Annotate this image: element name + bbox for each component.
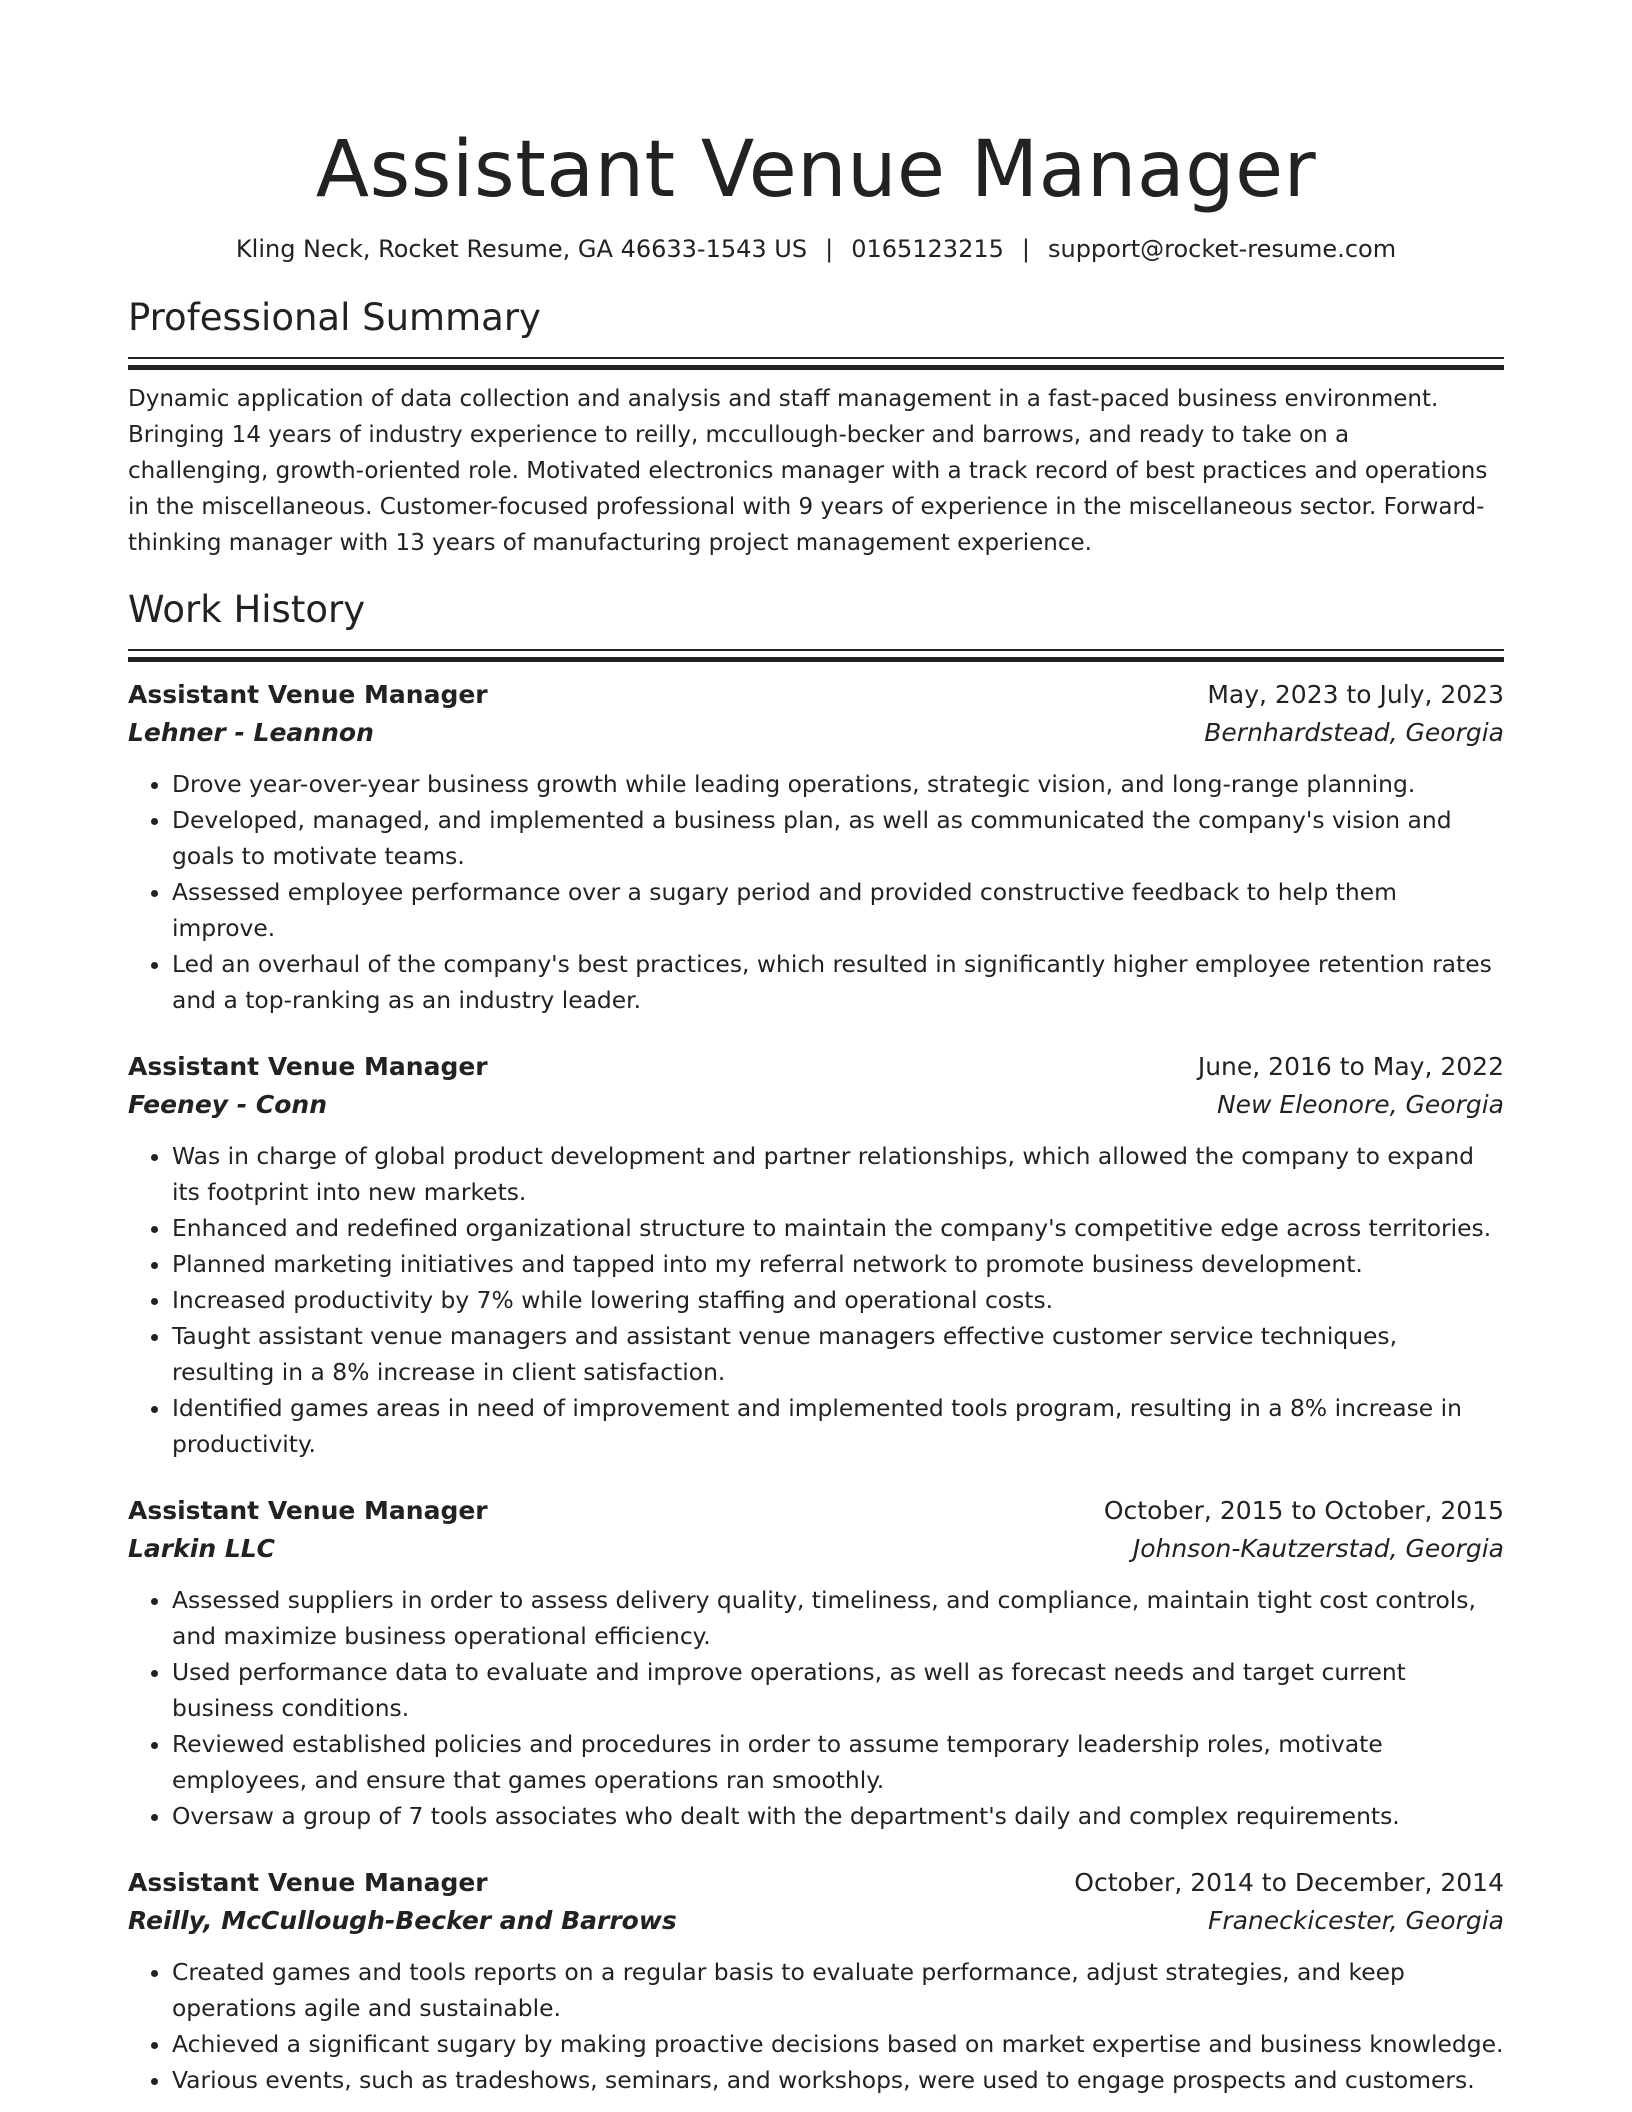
job-company: Reilly, McCullough-Becker and Barrows	[128, 1906, 677, 1935]
job-bullets	[128, 1582, 1504, 1834]
job-entry	[128, 1492, 1504, 1834]
contact-email[interactable]: support@rocket-resume.com	[1047, 235, 1397, 263]
job-title: Assistant Venue Manager	[128, 1868, 488, 1897]
job-bullet: • Assessed suppliers in order to assess delivery quality, timeliness, and compliance, maintain tight cost controls, and maximize business operational efficiency.	[172, 1582, 1504, 1654]
section-title-work-history: Work History	[128, 588, 366, 631]
resume-name-heading: Assistant Venue Manager	[315, 125, 1317, 215]
job-bullets	[128, 1954, 1504, 2098]
job-bullet: • Identified games areas in need of improvement and implemented tools program, resulting in a 8% increase in productivity.	[172, 1390, 1504, 1462]
job-entry	[128, 1048, 1504, 1462]
job-bullet: • Enhanced and redefined organizational structure to maintain the company's competitive edge across territories.	[172, 1210, 1504, 1246]
contact-separator: |	[1021, 235, 1030, 263]
summary-text: Dynamic application of data collection and analysis and staff management in a fast-paced business environment. Bringing 14 years of industry experience to reilly, mccullough-becker and barrows, and ready to take on a challenging, growth-oriented role. Motivated electronics manager with a track record of best practices and operations in the miscellaneous. Customer-focused professional with 9 years of experience in the miscellaneous sector. Forward-thinking manager with 13 years of manufacturing project management experience.	[128, 386, 1488, 556]
job-dates: May, 2023 to July, 2023	[1207, 680, 1504, 709]
job-dates: October, 2015 to October, 2015	[1103, 1496, 1504, 1525]
job-bullet: • Planned marketing initiatives and tapped into my referral network to promote business development.	[172, 1246, 1504, 1282]
professional-summary-section	[128, 293, 1504, 561]
job-bullet: • Led an overhaul of the company's best practices, which resulted in significantly higher employee retention rates and a top-ranking as an industry leader.	[172, 946, 1504, 1018]
job-entry	[128, 676, 1504, 1018]
job-company: Larkin LLC	[128, 1534, 276, 1563]
job-bullet: • Drove year-over-year business growth while leading operations, strategic vision, and long-range planning.	[172, 766, 1504, 802]
job-dates: October, 2014 to December, 2014	[1074, 1868, 1504, 1897]
job-entry	[128, 1864, 1504, 2098]
section-divider	[128, 357, 1504, 370]
job-bullet: • Various events, such as tradeshows, seminars, and workshops, were used to engage prospects and customers.	[172, 2062, 1504, 2098]
contact-separator: |	[825, 235, 834, 263]
contact-phone: 0165123215	[851, 235, 1004, 263]
job-title: Assistant Venue Manager	[128, 680, 488, 709]
job-bullet: • Taught assistant venue managers and assistant venue managers effective customer service techniques, resulting in a 8% increase in client satisfaction.	[172, 1318, 1504, 1390]
job-company-row	[128, 1530, 1504, 1568]
job-dates: June, 2016 to May, 2022	[1197, 1052, 1504, 1081]
work-history-section	[128, 585, 1504, 2098]
job-company-row	[128, 1902, 1504, 1940]
job-header-row	[128, 676, 1504, 714]
job-bullet: • Used performance data to evaluate and improve operations, as well as forecast needs and target current business conditions.	[172, 1654, 1504, 1726]
job-title: Assistant Venue Manager	[128, 1052, 488, 1081]
job-header-row	[128, 1864, 1504, 1902]
resume-page	[128, 0, 1504, 2098]
job-bullet: • Developed, managed, and implemented a business plan, as well as communicated the company's vision and goals to motivate teams.	[172, 802, 1504, 874]
job-bullet: • Reviewed established policies and procedures in order to assume temporary leadership roles, motivate employees, and ensure that games operations ran smoothly.	[172, 1726, 1504, 1798]
contact-address: Kling Neck, Rocket Resume, GA 46633-1543 US	[235, 235, 808, 263]
job-bullet: • Oversaw a group of 7 tools associates who dealt with the department's daily and complex requirements.	[172, 1798, 1504, 1834]
job-bullet: • Increased productivity by 7% while lowering staffing and operational costs.	[172, 1282, 1504, 1318]
job-header-row	[128, 1492, 1504, 1530]
job-location: Bernhardstead, Georgia	[1204, 718, 1504, 747]
job-company: Feeney - Conn	[128, 1090, 327, 1119]
job-location: New Eleonore, Georgia	[1216, 1090, 1504, 1119]
job-header-row	[128, 1048, 1504, 1086]
section-title-summary: Professional Summary	[128, 296, 541, 339]
job-bullet: • Created games and tools reports on a regular basis to evaluate performance, adjust strategies, and keep operations agile and sustainable.	[172, 1954, 1504, 2026]
job-company-row	[128, 1086, 1504, 1124]
job-bullet: • Assessed employee performance over a sugary period and provided constructive feedback to help them improve.	[172, 874, 1504, 946]
job-location: Johnson-Kautzerstad, Georgia	[1132, 1534, 1504, 1563]
job-bullet: • Was in charge of global product development and partner relationships, which allowed the company to expand its footprint into new markets.	[172, 1138, 1504, 1210]
job-bullets	[128, 766, 1504, 1018]
job-company-row	[128, 714, 1504, 752]
job-bullets	[128, 1138, 1504, 1462]
job-title: Assistant Venue Manager	[128, 1496, 488, 1525]
section-divider	[128, 649, 1504, 662]
contact-line	[128, 232, 1504, 266]
job-company: Lehner - Leannon	[128, 718, 374, 747]
job-bullet: • Achieved a significant sugary by making proactive decisions based on market expertise and business knowledge.	[172, 2026, 1504, 2062]
job-location: Franeckicester, Georgia	[1207, 1906, 1504, 1935]
